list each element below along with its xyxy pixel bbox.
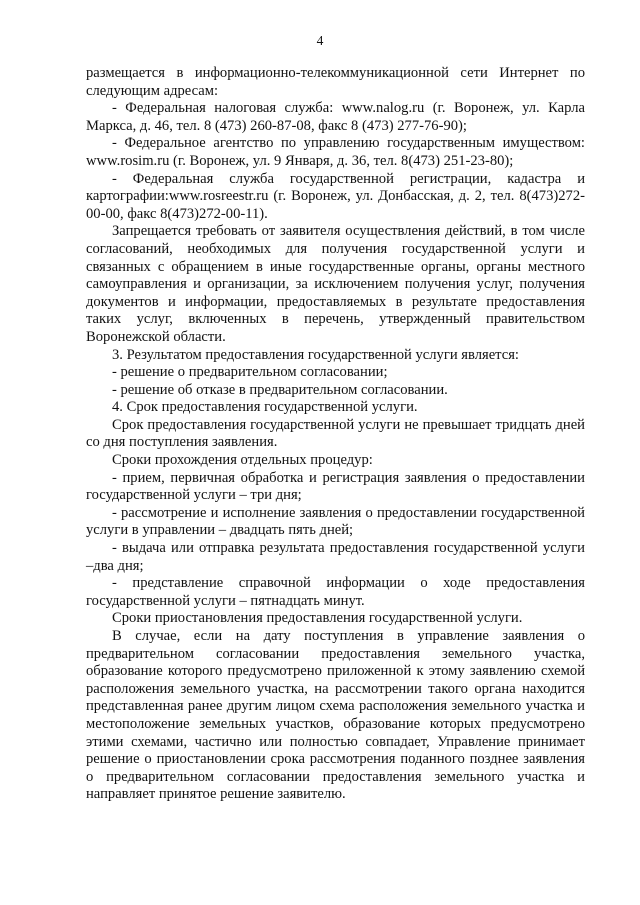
paragraph: Запрещается требовать от заявителя осуществления действий, в том числе согласований, необходимых для получения государственной услуги и связанных с обращением в иные государственные органы, органы местного самоуправления и организации, за исключением получения услуг, получения документов и информации, предоставляемых в результате предоставления таких услуг, включенных в перечень, утвержденный правительством Воронежской области. xyxy=(86,223,585,345)
paragraph: - Федеральная служба государственной регистрации, кадастра и картографии:www.rosreestr.ru (г. Воронеж, ул. Донбасская, д. 2, тел. 8(473)272-00-00, факс 8(473)272-00-11). xyxy=(86,170,585,222)
paragraph: размещается в информационно-телекоммуникационной сети Интернет по следующим адресам: xyxy=(86,65,585,99)
paragraph: В случае, если на дату поступления в управление заявления о предварительном согласовании предоставления земельного участка, образование которого предусмотрено приложенной к этому заявлению схемой расположения земельного участка, на рассмотрении такого органа находится представленная ранее другим лицом схема расположения земельного участка и местоположение земельных участков, образование которых предусмотрено этими схемами, частично или полностью совпадает, Управление принимает решение о приостановлении срока рассмотрения поданного позднее заявления о предварительном согласовании предоставления земельного участка и направляет принятое решение заявителю. xyxy=(86,628,585,803)
paragraph: Сроки приостановления предоставления государственной услуги. xyxy=(112,610,523,627)
paragraph: - Федеральная налоговая служба: www.nalog.ru (г. Воронеж, ул. Карла Маркса, д. 46, тел. 8 (473) 260-87-08, факс 8 (473) 277-76-90); xyxy=(86,100,585,134)
paragraph: 4. Срок предоставления государственной услуги. xyxy=(112,399,418,416)
paragraph: - представление справочной информации о ходе предоставления государственной услуги – пятнадцать минут. xyxy=(86,575,585,609)
page-number: 4 xyxy=(316,33,324,48)
document-body xyxy=(86,65,585,804)
paragraph: Срок предоставления государственной услуги не превышает тридцать дней со дня поступления заявления. xyxy=(86,416,585,451)
paragraph: - рассмотрение и исполнение заявления о предоставлении государственной услуги в управлении – двадцать пять дней; xyxy=(86,504,585,539)
paragraph: - решение об отказе в предварительном согласовании. xyxy=(112,381,448,398)
paragraph: - решение о предварительном согласовании; xyxy=(112,364,388,381)
paragraph: - выдача или отправка результата предоставления государственной услуги –два дня; xyxy=(86,540,585,574)
paragraph: 3. Результатом предоставления государственной услуги является: xyxy=(112,346,519,363)
paragraph: - прием, первичная обработка и регистрация заявления о предоставлении государственной услуги – три дня; xyxy=(86,469,585,504)
paragraph: - Федеральное агентство по управлению государственным имуществом: www.rosim.ru (г. Воронеж, ул. 9 Января, д. 36, тел. 8(473) 251-23-80); xyxy=(86,135,585,169)
paragraph: Сроки прохождения отдельных процедур: xyxy=(112,452,373,469)
